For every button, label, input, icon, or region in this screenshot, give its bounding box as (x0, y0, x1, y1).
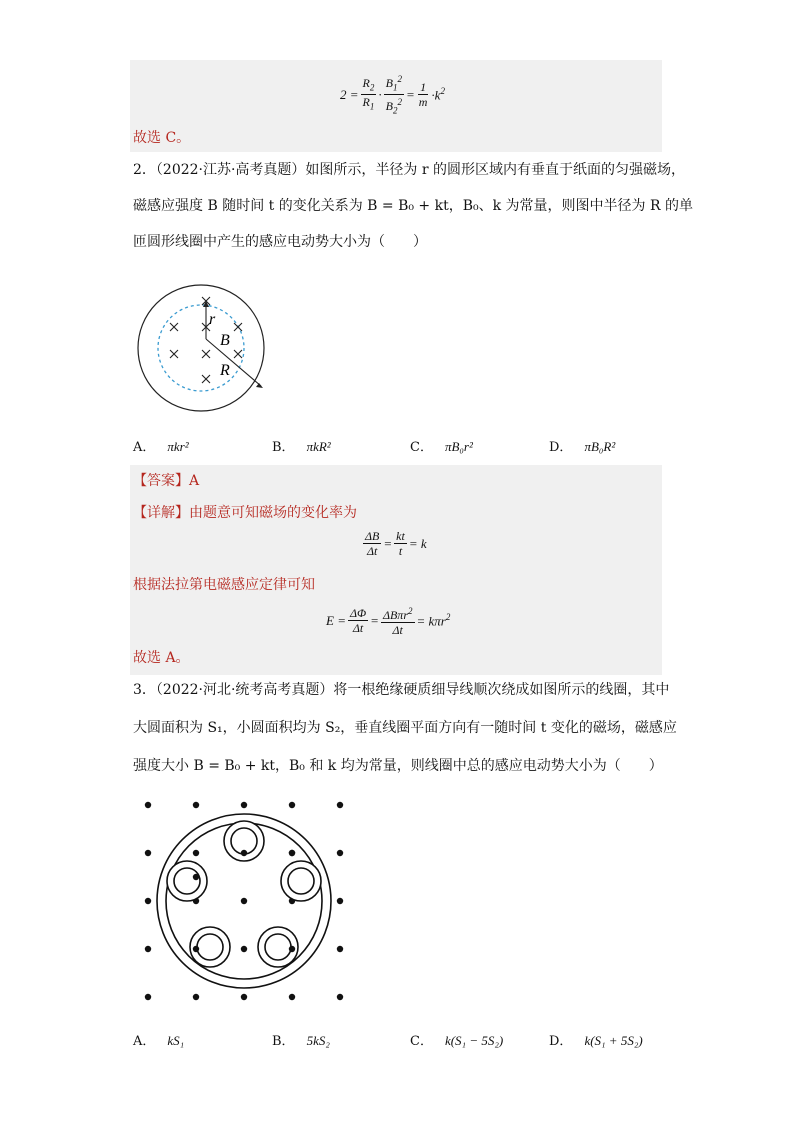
q2-answer (133, 471, 199, 491)
q3-stem-line2: 大圆面积为 S₁，小圆面积均为 S₂，垂直线圈平面方向有一随时间 t 变化的磁场，磁感应 (133, 720, 677, 736)
q2-option-a-expr: πkr² (167, 439, 189, 454)
q2-stem-line1: 2．（2022·江苏·高考真题）如图所示，半径为 r 的圆形区域内有垂直于纸面的匀强磁场， (133, 162, 686, 178)
q3-option-a-expr: kS₁ (167, 1033, 185, 1048)
q2-formula-emf: E = $\frac{\Delta\Phi}{\Delta t}$ = $\frac{\Delta B\pi r^2}{\Delta t}$ = kπr$^2$ (326, 606, 451, 637)
q2-option-b-expr: πkR² (306, 439, 331, 454)
q2-option-c[interactable] (410, 436, 473, 455)
q2-answer-value: A (189, 473, 200, 489)
q3-option-d-letter: D． (549, 1034, 573, 1049)
q2-option-c-expr: πB₀r² (444, 439, 473, 454)
q3-option-a[interactable] (133, 1030, 184, 1049)
q2-stem-line3: 匝圆形线圈中产生的感应电动势大小为（ ） (133, 234, 427, 250)
q2-answer-label: 【答案】 (133, 473, 189, 489)
q2-formula-rate: $\frac{\Delta B}{\Delta t}$ = $\frac{kt}{t}$ = k (365, 529, 427, 558)
q3-option-b-expr: 5kS₂ (306, 1033, 330, 1048)
top-formula: 2 = $\frac{R_2}{R_1}$ · $\frac{B_1^2}{B_2^2}$ = $\frac{1}{m}$ $\cdot k^2$ (340, 74, 445, 116)
q2-conclusion: 故选 A。 (133, 650, 190, 666)
q3-option-d-expr: k(S₁ + 5S₂) (584, 1033, 643, 1048)
q2-detail-label: 【详解】 (133, 505, 189, 521)
solution-block-q2 (130, 465, 662, 675)
q2-detail (133, 503, 357, 523)
top-conclusion: 故选 C。 (133, 130, 191, 146)
q2-label-R: R (220, 362, 230, 379)
q2-option-d-letter: D． (549, 440, 573, 455)
q3-option-b[interactable] (272, 1030, 330, 1049)
q2-option-d-expr: πB₀R² (584, 439, 616, 454)
q2-option-c-letter: C． (410, 440, 433, 455)
q2-detail-text: 由题意可知磁场的变化率为 (189, 505, 357, 521)
q2-option-a-letter: A． (133, 440, 156, 455)
q2-figure (136, 283, 266, 413)
q3-option-a-letter: A． (133, 1034, 156, 1049)
q2-option-b[interactable] (272, 436, 331, 455)
q2-option-d[interactable] (549, 436, 615, 455)
q3-figure (140, 797, 350, 1007)
q2-law-text: 根据法拉第电磁感应定律可知 (133, 577, 315, 593)
q3-option-c-letter: C． (410, 1034, 433, 1049)
q2-option-a[interactable] (133, 436, 189, 455)
q2-label-B: B (220, 332, 230, 349)
q3-option-d[interactable] (549, 1030, 643, 1049)
q3-stem-line3: 强度大小 B = B₀ + kt，B₀ 和 k 均为常量，则线圈中总的感应电动势大小为（ ） (133, 758, 663, 774)
q3-option-b-letter: B． (272, 1034, 295, 1049)
q2-label-r: r (209, 311, 216, 328)
q2-option-b-letter: B． (272, 440, 295, 455)
q2-stem-line2: 磁感应强度 B 随时间 t 的变化关系为 B = B₀ + kt，B₀、k 为常量，则图中半径为 R 的单 (133, 198, 693, 214)
q3-option-c-expr: k(S₁ − 5S₂) (444, 1033, 504, 1048)
q3-stem-line1: 3．（2022·河北·统考高考真题）将一根绝缘硬质细导线顺次绕成如图所示的线圈，其中 (133, 682, 670, 698)
q3-option-c[interactable] (410, 1030, 503, 1049)
